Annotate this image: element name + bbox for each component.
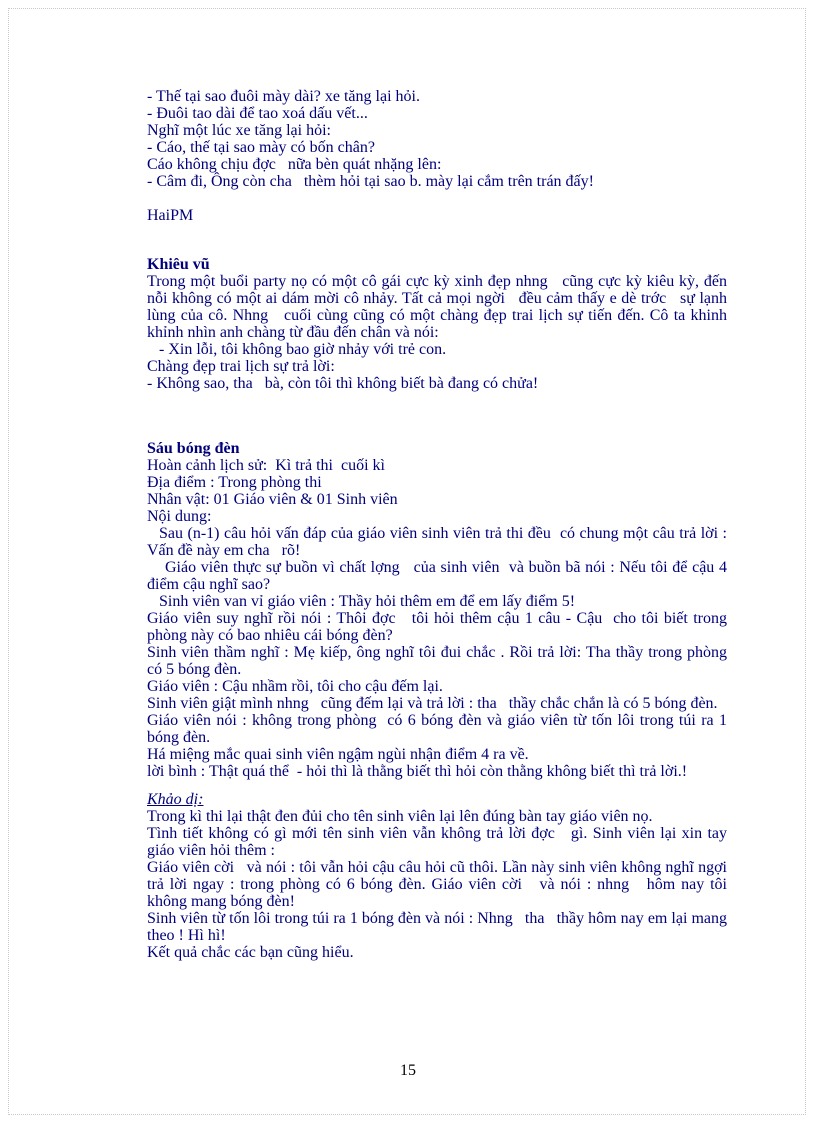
paragraph: Tình tiết không có gì mới tên sinh viên vẫn không trả lời đợc gì. Sinh viên lại xin tay giáo viên hỏi thêm : (147, 825, 731, 859)
paragraph: Giáo viên : Cậu nhầm rồi, tôi cho cậu đếm lại. (147, 678, 443, 695)
text-line: - Cáo, thế tại sao mày có bốn chân? (147, 139, 375, 156)
text-line: Cáo không chịu đợc nữa bèn quát nhặng lên: (147, 156, 442, 173)
paragraph: Sinh viên từ tốn lôi trong túi ra 1 bóng đèn và nói : Nhng tha thầy hôm nay em lại mang theo ! Hì hì! (147, 910, 731, 944)
paragraph: Giáo viên thực sự buồn vì chất lợng của sinh viên và buồn bã nói : Nếu tôi để cậu 4 điểm cậu nghĩ sao? (147, 559, 731, 593)
story-title: Khiêu vũ (147, 256, 210, 273)
paragraph: Giáo viên nói : không trong phòng có 6 bóng đèn và giáo viên từ tốn lôi trong túi ra 1 bóng đèn. (147, 712, 731, 746)
paragraph: Sinh viên van vỉ giáo viên : Thầy hỏi thêm em để em lấy điểm 5! (159, 593, 576, 610)
paragraph: Trong kì thi lại thật đen đủi cho tên sinh viên lại lên đúng bàn tay giáo viên nọ. (147, 808, 653, 825)
paragraph: lời bình : Thật quá thể - hỏi thì là thằng biết thì hỏi còn thằng không biết thì trả lời.! (147, 763, 688, 780)
story-subtitle: Khảo dị: (147, 791, 204, 808)
info-line: Nội dung: (147, 508, 212, 525)
page-content (147, 88, 735, 961)
paragraph: Giáo viên suy nghĩ rồi nói : Thôi đợc tôi hỏi thêm cậu 1 câu - Cậu cho tôi biết trong phòng này có bao nhiêu cái bóng đèn? (147, 610, 731, 644)
info-line: Địa điểm : Trong phòng thi (147, 474, 322, 491)
story-title: Sáu bóng đèn (147, 440, 240, 457)
text-line: Nghĩ một lúc xe tăng lại hỏi: (147, 122, 331, 139)
text-line: - Không sao, tha bà, còn tôi thì không biết bà đang có chửa! (147, 375, 539, 392)
paragraph: Giáo viên cời và nói : tôi vẫn hỏi cậu câu hỏi cũ thôi. Lần này sinh viên không nghĩ ngợi trả lời ngay : trong phòng có 6 bóng đèn. Giáo viên cời và nói : nhng hôm nay tôi không mang bóng đèn! (147, 859, 731, 910)
text-line: - Câm đi, Ông còn cha thèm hỏi tại sao b. mày lại cắm trên trán đấy! (147, 173, 594, 190)
paragraph: Sinh viên thầm nghĩ : Mẹ kiếp, ông nghĩ tôi đui chắc . Rồi trả lời: Tha thầy trong phòng có 5 bóng đèn. (147, 644, 731, 678)
paragraph: Sinh viên giật mình nhng cũng đếm lại và trả lời : tha thầy chắc chắn là có 5 bóng đèn. (147, 695, 718, 712)
text-line: - Thế tại sao đuôi mày dài? xe tăng lại hỏi. (147, 88, 420, 105)
text-line: Chàng đẹp trai lịch sự trả lời: (147, 358, 335, 375)
author-signature: HaiPM (147, 207, 194, 224)
paragraph: Há miệng mắc quai sinh viên ngậm ngùi nhận điểm 4 ra về. (147, 746, 529, 763)
info-line: Nhân vật: 01 Giáo viên & 01 Sinh viên (147, 491, 398, 508)
text-line: - Đuôi tao dài để tao xoá dấu vết... (147, 105, 368, 122)
page-number: 15 (400, 1062, 416, 1079)
paragraph: Sau (n-1) câu hỏi vấn đáp của giáo viên sinh viên trả thi đều có chung một câu trả lời : Vấn đề này em cha rõ! (147, 525, 735, 559)
paragraph: Trong một buổi party nọ có một cô gái cực kỳ xinh đẹp nhng cũng cực kỳ kiêu kỳ, đến nỗi không có một ai dám mời cô nhảy. Tất cả mọi ngời đều cảm thấy e dè trớc sự lạnh lùng của cô. Nhng cuối cùng cũng có một chàng đẹp trai lịch sự tiến đến. Cô ta khinh khỉnh nhìn anh chàng từ đầu đến chân và nói: (147, 273, 731, 341)
text-line: - Xin lỗi, tôi không bao giờ nhảy với trẻ con. (159, 341, 447, 358)
info-line: Hoàn cảnh lịch sử: Kì trả thi cuối kì (147, 457, 385, 474)
paragraph: Kết quả chắc các bạn cũng hiểu. (147, 944, 354, 961)
